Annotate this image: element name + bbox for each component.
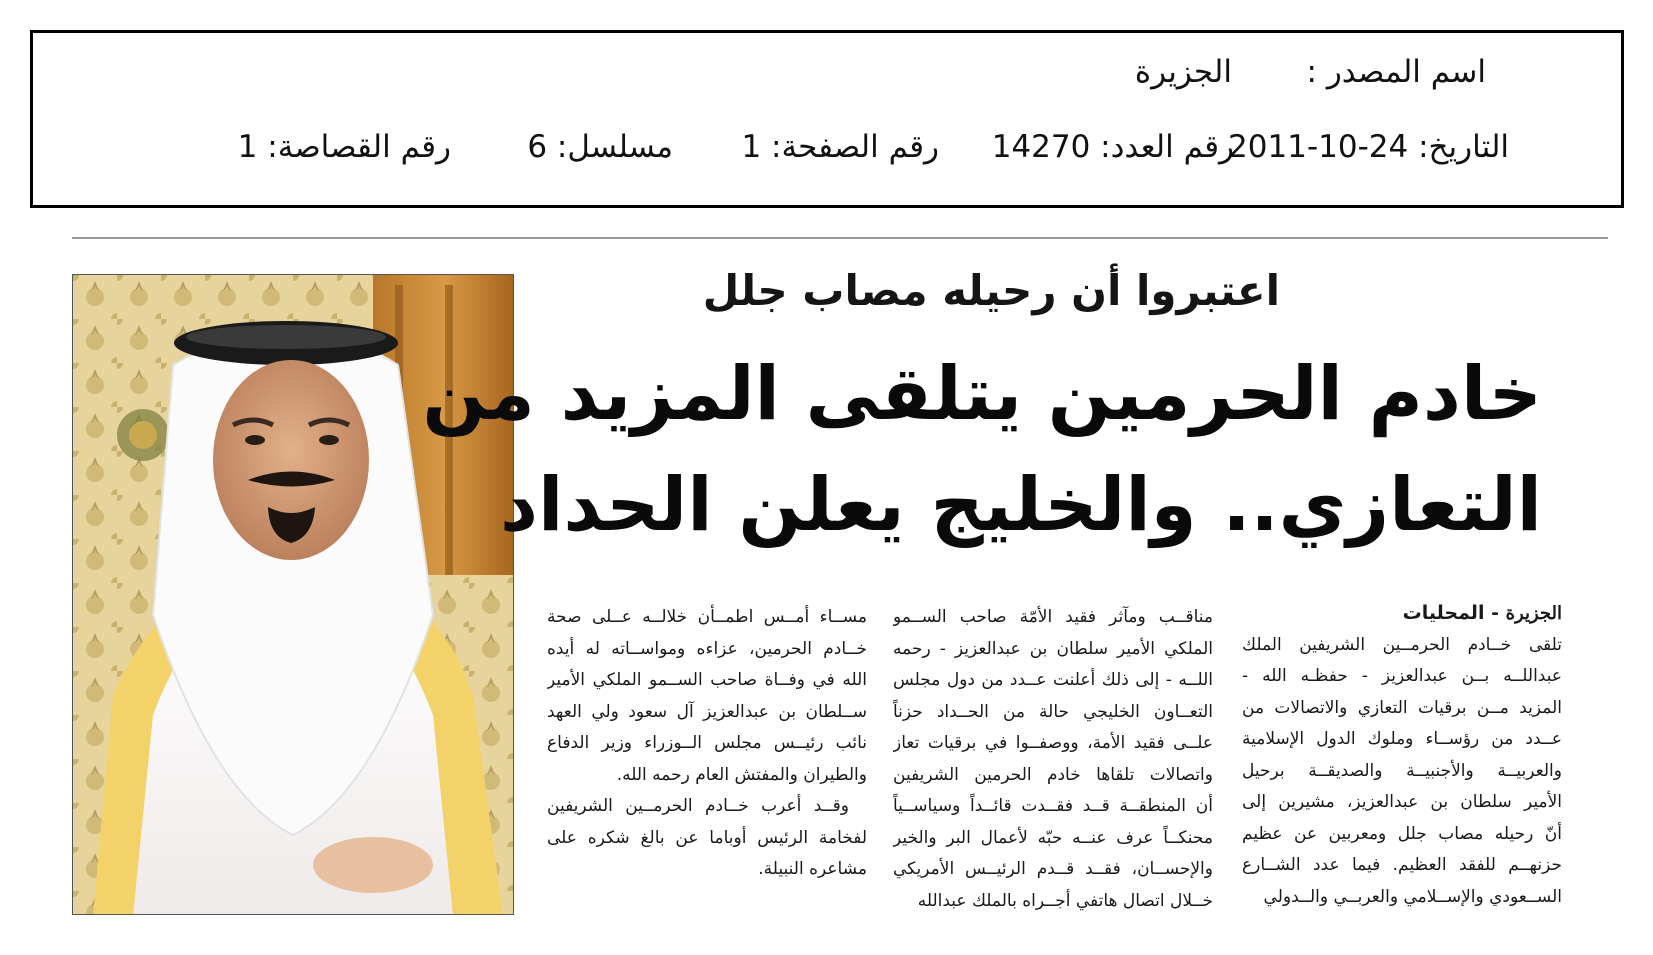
page-number-field: رقم الصفحة: 1 <box>741 129 939 165</box>
column-line: تلقى خــادم الحرمــين الشريفين الملك <box>1242 634 1562 655</box>
column-line: الأمير سلطان بن عبدالعزيز، مشيرين إلى <box>1242 792 1562 812</box>
column-line: والإحســان، فقــد قــدم الرئيــس الأمريكي <box>893 859 1213 879</box>
column-line: ســلطان بن عبدالعزيز آل سعود ولي العهد <box>547 701 867 722</box>
column-line: وقــد أعرب خــادم الحرمــين الشريفين <box>547 796 849 816</box>
column-line: مشاعره النبيلة. <box>758 859 867 879</box>
column-line: الملكي الأمير سلطان بن عبدالعزيز - رحمه <box>893 638 1213 659</box>
article-byline <box>1242 598 1562 630</box>
column-line: أن المنطقــة قــد فقــدت قائــداً وسياســياً <box>893 796 1213 816</box>
column-line: واتصالات تلقاها خادم الحرمين الشريفين <box>893 764 1213 785</box>
article-headline-line-2: التعازي.. والخليج يعلن الحداد <box>500 462 1542 548</box>
column-line: حزنهــم للفقد العظيم. فيما عدد الشــارع <box>1242 855 1562 875</box>
separator-rule <box>72 237 1608 239</box>
column-line: أنّ رحيله مصاب جلل ومعربين عن عظيم <box>1242 823 1562 844</box>
article-column-2 <box>893 602 1213 917</box>
column-line: المزيد مــن برقيات التعازي والاتصالات من <box>1242 697 1562 718</box>
article-column-3 <box>547 602 867 886</box>
column-line: خــلال اتصال هاتفي أجــراه بالملك عبدالله <box>917 890 1213 911</box>
column-line: محنكــاً عرف عنــه حبّه لأعمال البر والخير <box>893 827 1213 848</box>
clipping-number-field: رقم القصاصة: 1 <box>237 129 451 165</box>
column-line: الله في وفــاة صاحب الســمو الملكي الأمير <box>547 670 867 690</box>
column-line: عــدد من رؤســاء وملوك الدول الإسلامية <box>1242 729 1562 749</box>
article-headline-line-1: خادم الحرمين يتلقى المزيد من <box>422 351 1542 437</box>
column-line: مناقــب ومآثر فقيد الأمّة صاحب الســمو <box>893 607 1213 627</box>
column-line: والطيران والمفتش العام رحمه الله. <box>616 764 867 785</box>
date-field: التاريخ: 24-10-2011 <box>1228 129 1509 165</box>
newspaper-logo: الجزيرة <box>1505 603 1562 624</box>
byline-section: - المحليات <box>1402 602 1506 624</box>
column-line: الســعودي والإســلامي والعربــي والــدولي <box>1263 886 1562 907</box>
source-label: اسم المصدر : <box>1306 54 1486 90</box>
column-line: عبداللــه بــن عبدالعزيز - حفظـه الله - <box>1242 666 1562 686</box>
column-line: نائب رئيــس مجلس الــوزراء وزير الدفاع <box>547 733 867 753</box>
column-line: لفخامة الرئيس أوباما عن بالغ شكره على <box>547 827 867 848</box>
column-line: اللــه - إلى ذلك أعلنت عــدد من دول مجلس <box>893 670 1213 690</box>
column-line: مســاء أمــس اطمــأن خلالــه عــلى صحة <box>547 607 867 627</box>
serial-field: مسلسل: 6 <box>527 129 673 165</box>
article-column-1 <box>1242 598 1562 913</box>
column-line: والعربيــة والأجنبيــة والصديقــة برحيل <box>1242 760 1562 781</box>
issue-number-field: رقم العدد: 14270 <box>991 129 1234 165</box>
column-line: خــادم الحرمين، عزاءه ومواســاته له أيده <box>547 638 867 659</box>
article-kicker: اعتبروا أن رحيله مصاب جلل <box>702 266 1280 315</box>
source-value: الجزيرة <box>1134 54 1232 90</box>
column-line: التعــاون الخليجي حالة من الحــداد حزناً <box>893 701 1213 722</box>
column-line: علــى فقيد الأمة، ووصفــوا في برقيات تعاز <box>893 733 1213 753</box>
